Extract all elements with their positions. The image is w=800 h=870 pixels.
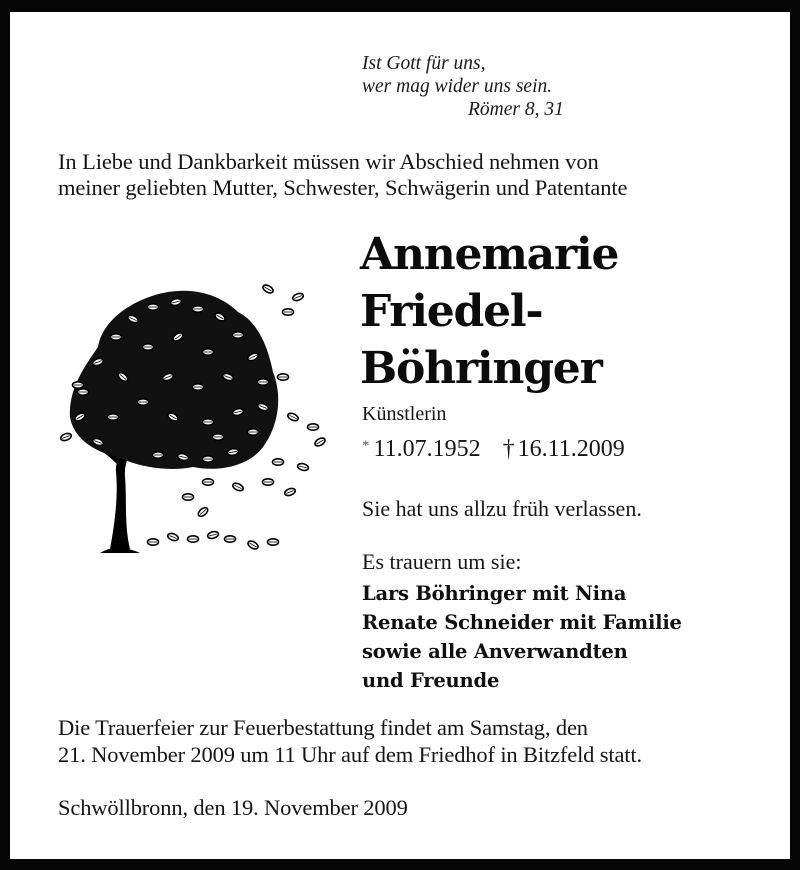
deceased-name — [360, 226, 618, 397]
mourner-line: und Freunde — [362, 669, 500, 692]
tree-with-falling-leaves-icon — [58, 267, 338, 567]
intro-text — [58, 149, 627, 201]
intro-line: In Liebe und Dankbarkeit müssen wir Abschied nehmen von — [58, 149, 599, 174]
mourners-list — [362, 579, 682, 695]
place-and-date: Schwöllbronn, den 19. November 2009 — [58, 795, 408, 820]
verse-reference: Römer 8, 31 — [468, 99, 564, 120]
mourner-line: sowie alle Anverwandten — [362, 640, 628, 663]
ceremony-info — [58, 714, 642, 768]
obituary-notice — [10, 12, 790, 859]
name-line: Friedel- — [360, 286, 543, 337]
farewell-message: Sie hat uns allzu früh verlassen. — [362, 496, 642, 521]
verse-line: wer mag wider uns sein. — [362, 76, 553, 97]
name-line: Böhringer — [360, 343, 602, 394]
profession: Künstlerin — [362, 403, 447, 425]
mourners-label: Es trauern um sie: — [362, 549, 522, 574]
birth-star-icon: * — [362, 438, 370, 454]
name-line: Annemarie — [360, 229, 619, 280]
verse-line: Ist Gott für uns, — [362, 53, 486, 74]
ceremony-line: 21. November 2009 um 11 Uhr auf dem Friedhof in Bitzfeld statt. — [58, 742, 642, 767]
bible-verse — [362, 52, 564, 121]
mourner-line: Lars Böhringer mit Nina — [362, 582, 627, 605]
mourner-line: Renate Schneider mit Familie — [362, 611, 682, 634]
ceremony-line: Die Trauerfeier zur Feuerbestattung findet am Samstag, den — [58, 715, 588, 740]
death-cross-icon: † — [502, 436, 515, 462]
death-date: 16.11.2009 — [517, 436, 625, 462]
intro-line: meiner geliebten Mutter, Schwester, Schwägerin und Patentante — [58, 175, 628, 200]
life-dates — [362, 432, 625, 463]
birth-date: 11.07.1952 — [373, 436, 481, 462]
